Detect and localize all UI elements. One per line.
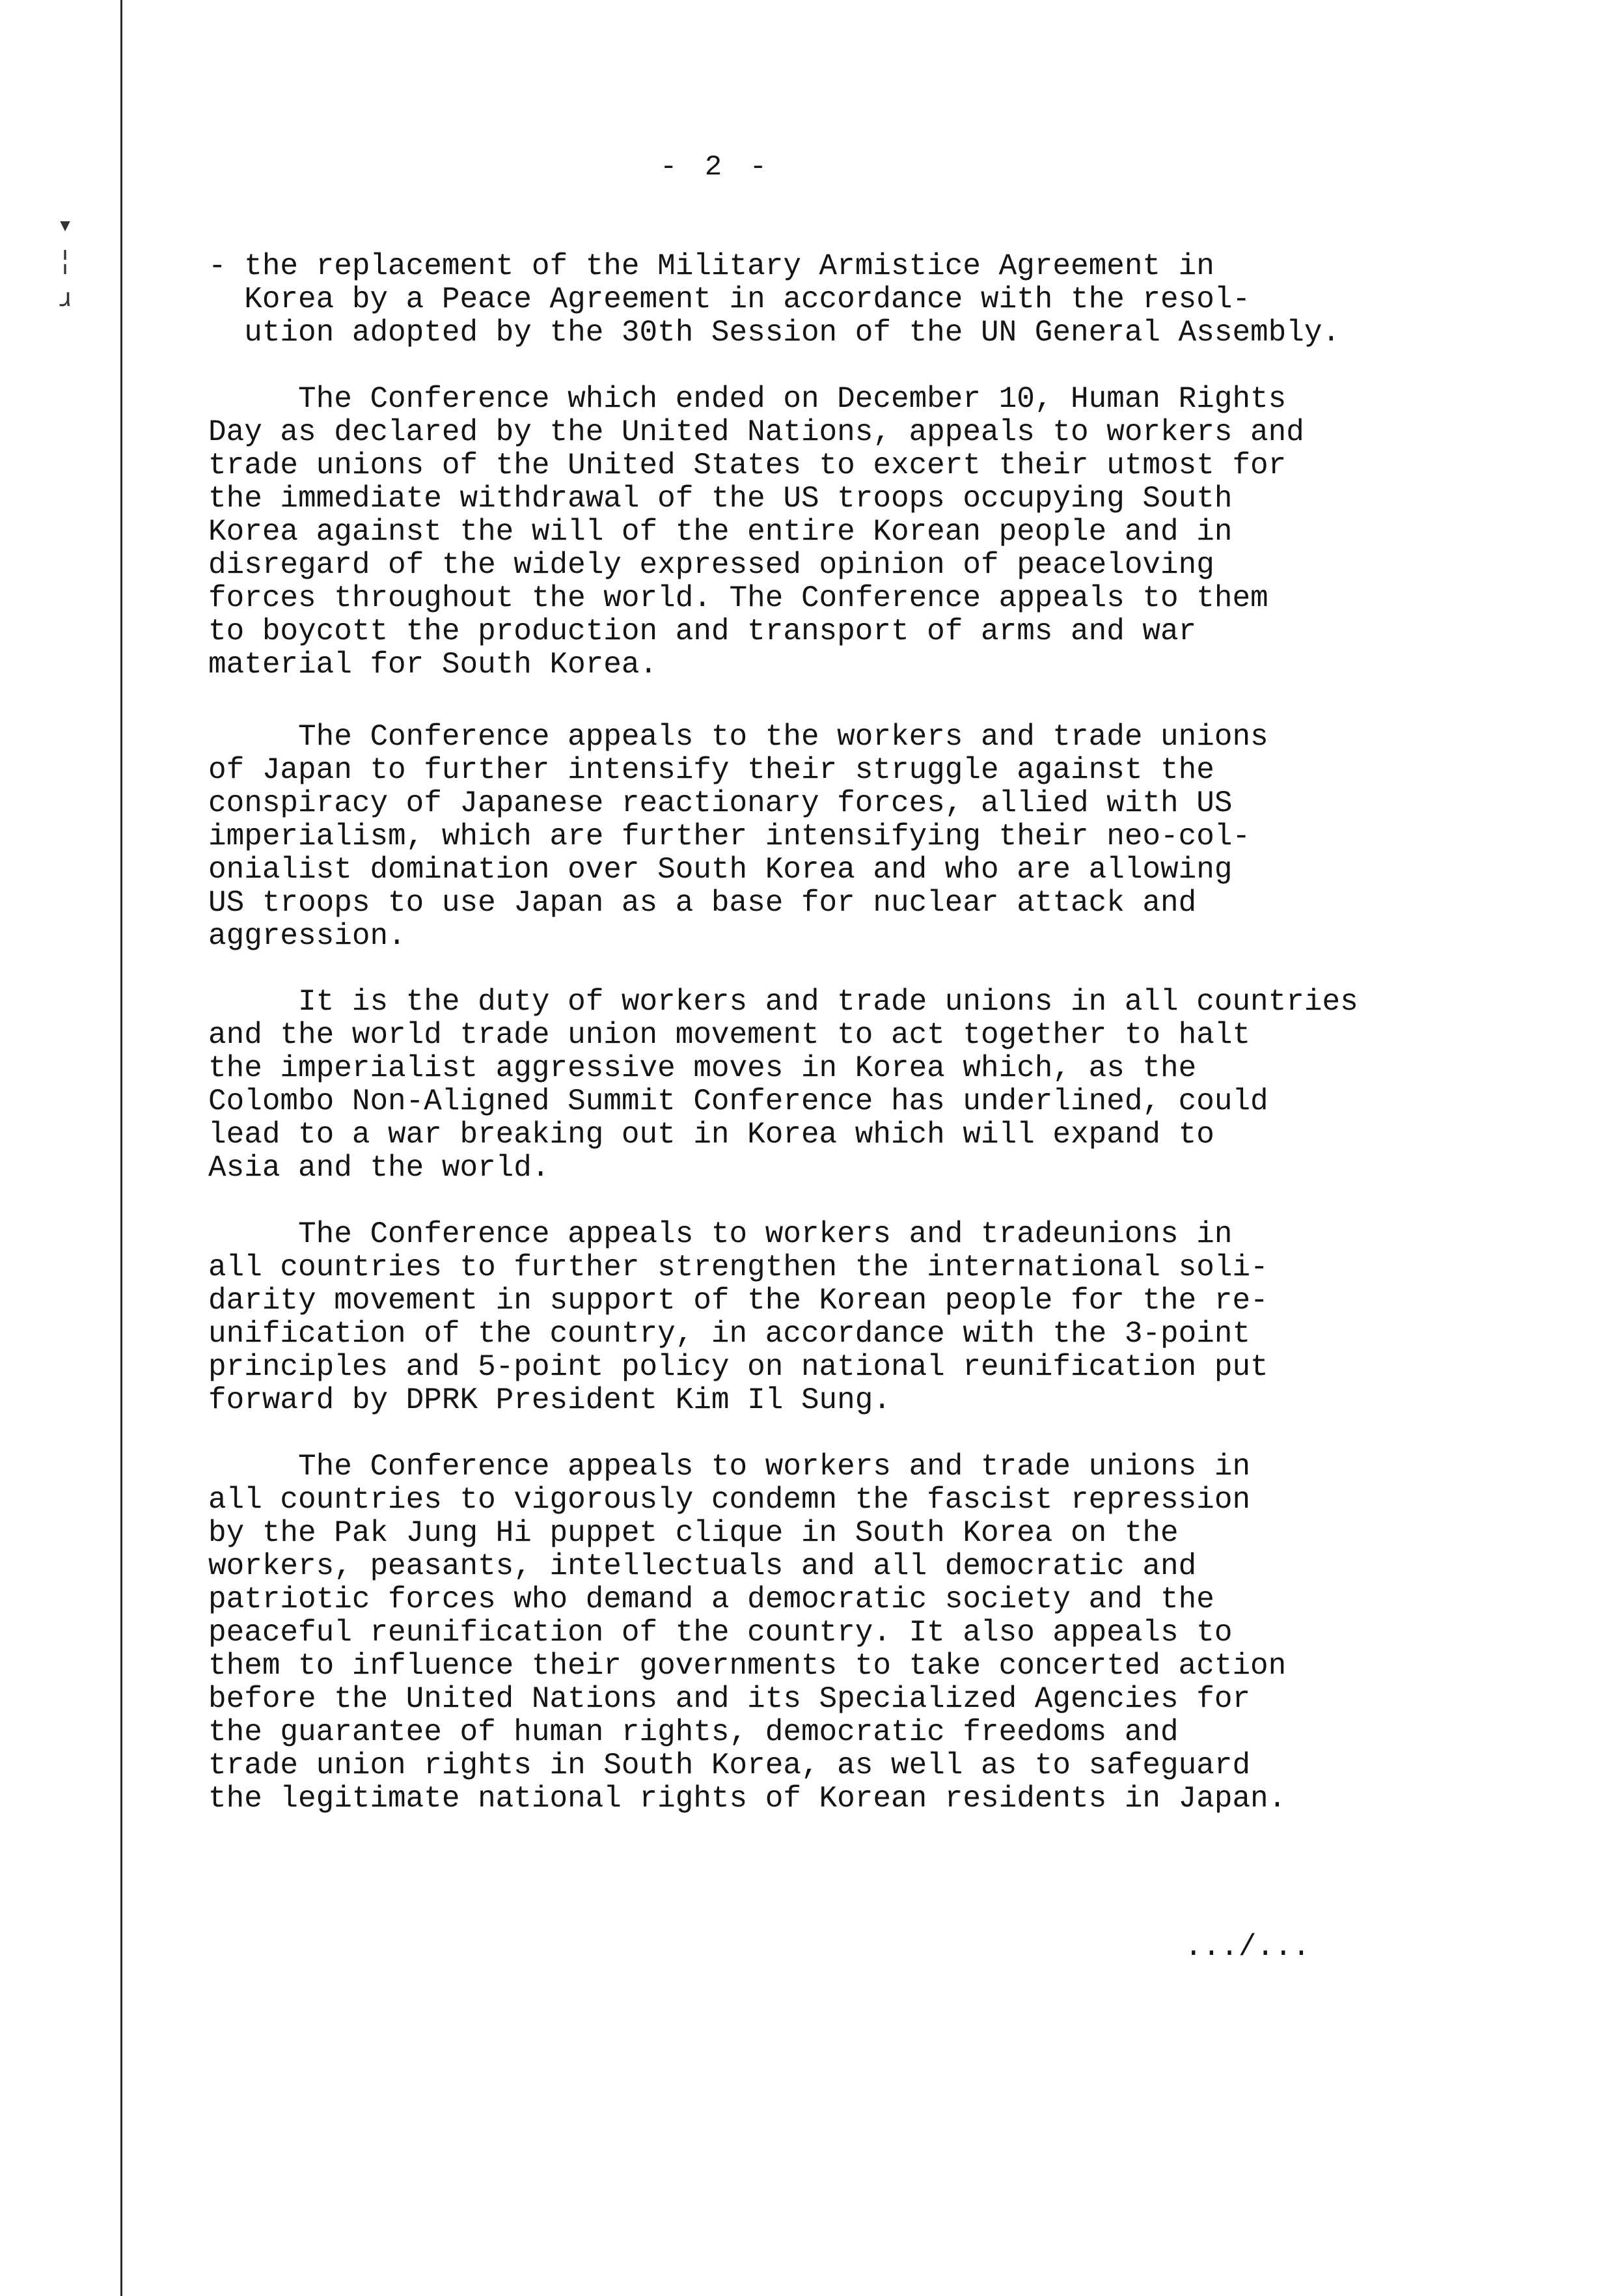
text-line: material for South Korea. [208,648,658,682]
text-line: the legitimate national rights of Korean residents in Japan. [208,1782,1287,1816]
left-margin-rule [120,0,122,2296]
margin-mark: ɹ [57,285,74,314]
text-line: - the replacement of the Military Armistice Agreement in [208,249,1214,283]
text-line: Korea against the will of the entire Korean people and in [208,515,1233,549]
text-line: ution adopted by the 30th Session of the UN General Assembly. [208,316,1341,350]
text-line: forces throughout the world. The Conference appeals to them [208,581,1268,615]
text-line: peaceful reunification of the country. It also appeals to [208,1616,1233,1650]
text-line: Asia and the world. [208,1151,550,1185]
text-line: imperialism, which are further intensifying their neo-col- [208,820,1251,853]
text-line: Colombo Non-Aligned Summit Conference has underlined, could [208,1085,1268,1118]
text-line: the immediate withdrawal of the US troops occupying South [208,482,1233,516]
text-line: by the Pak Jung Hi puppet clique in South Korea on the [208,1516,1179,1550]
text-line: and the world trade union movement to act together to halt [208,1018,1251,1052]
text-line: The Conference which ended on December 10, Human Rights [208,382,1287,416]
text-line: all countries to further strengthen the international soli- [208,1251,1268,1284]
text-line: The Conference appeals to workers and trade unions in [208,1450,1251,1484]
text-line: Korea by a Peace Agreement in accordance with the resol- [208,283,1251,316]
text-line: The Conference appeals to the workers and trade unions [208,720,1268,754]
text-line: the imperialist aggressive moves in Korea which, as the [208,1051,1197,1085]
text-line: trade unions of the United States to excert their utmost for [208,449,1287,482]
text-line: the guarantee of human rights, democratic freedoms and [208,1715,1179,1749]
text-line: of Japan to further intensify their struggle against the [208,753,1214,787]
text-line: before the United Nations and its Specialized Agencies for [208,1682,1251,1716]
text-line: trade union rights in South Korea, as well as to safeguard [208,1749,1251,1782]
text-line: lead to a war breaking out in Korea which will expand to [208,1118,1214,1152]
text-line: onialist domination over South Korea and who are allowing [208,853,1233,887]
text-line: conspiracy of Japanese reactionary forces, allied with US [208,786,1233,820]
text-line: The Conference appeals to workers and tradeunions in [208,1217,1233,1251]
text-line: aggression. [208,919,406,953]
text-line: darity movement in support of the Korean people for the re- [208,1284,1268,1318]
text-line: principles and 5-point policy on national reunification put [208,1350,1268,1384]
text-line: them to influence their governments to take concerted action [208,1649,1287,1683]
text-line: forward by DPRK President Kim Il Sung. [208,1383,891,1417]
text-line: It is the duty of workers and trade unions in all countries [208,985,1358,1019]
text-line: unification of the country, in accordance with the 3-point [208,1317,1251,1351]
text-line: disregard of the widely expressed opinion of peaceloving [208,548,1214,582]
text-line: to boycott the production and transport of arms and war [208,615,1197,648]
margin-mark: ▾ [57,212,74,242]
text-line: all countries to vigorously condemn the fascist repression [208,1483,1251,1517]
text-line: workers, peasants, intellectuals and all democratic and [208,1549,1197,1583]
margin-mark: ¦ [57,247,74,277]
text-line: Day as declared by the United Nations, appeals to workers and [208,415,1304,449]
text-line: US troops to use Japan as a base for nuclear attack and [208,886,1197,920]
text-line: patriotic forces who demand a democratic society and the [208,1583,1214,1616]
continuation-marker: .../... [1185,1930,1311,1964]
page-number: - 2 - [659,151,773,184]
